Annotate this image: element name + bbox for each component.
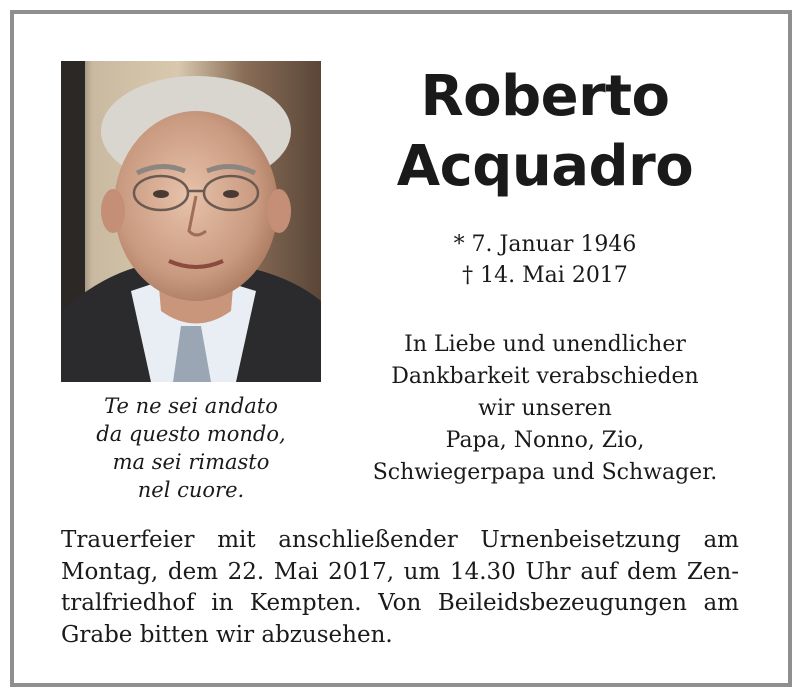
life-dates <box>345 229 745 291</box>
first-name: Roberto <box>420 64 670 129</box>
notice-line: Trauerfeier mit anschließender Urnenbeisetzung am <box>61 527 739 553</box>
funeral-notice <box>61 525 739 651</box>
message-line: In Liebe und unendlicher <box>404 332 686 357</box>
death-date: † 14. Mai 2017 <box>462 263 628 288</box>
birth-date: * 7. Januar 1946 <box>453 232 637 257</box>
caption-line: Te ne sei andato <box>104 394 278 418</box>
portrait-photo <box>61 61 321 382</box>
caption-line: da questo mondo, <box>96 422 286 446</box>
farewell-message <box>345 329 745 489</box>
message-line: Dankbarkeit verabschieden <box>391 364 699 389</box>
message-line: Papa, Nonno, Zio, <box>445 428 645 453</box>
notice-line: Montag, dem 22. Mai 2017, um 14.30 Uhr auf dem Zen- <box>61 558 739 585</box>
notice-line: Grabe bitten wir abzusehen. <box>61 621 393 648</box>
notice-line: tralfriedhof in Kempten. Von Beileidsbezeugungen am <box>61 590 739 616</box>
message-line: wir unseren <box>478 396 612 421</box>
last-name: Acquadro <box>396 134 694 199</box>
caption-line: ma sei rimasto <box>112 450 270 474</box>
message-line: Schwiegerpapa und Schwager. <box>372 460 718 485</box>
deceased-name <box>345 62 745 202</box>
italian-caption <box>62 392 320 504</box>
caption-line: nel cuore. <box>137 478 245 502</box>
